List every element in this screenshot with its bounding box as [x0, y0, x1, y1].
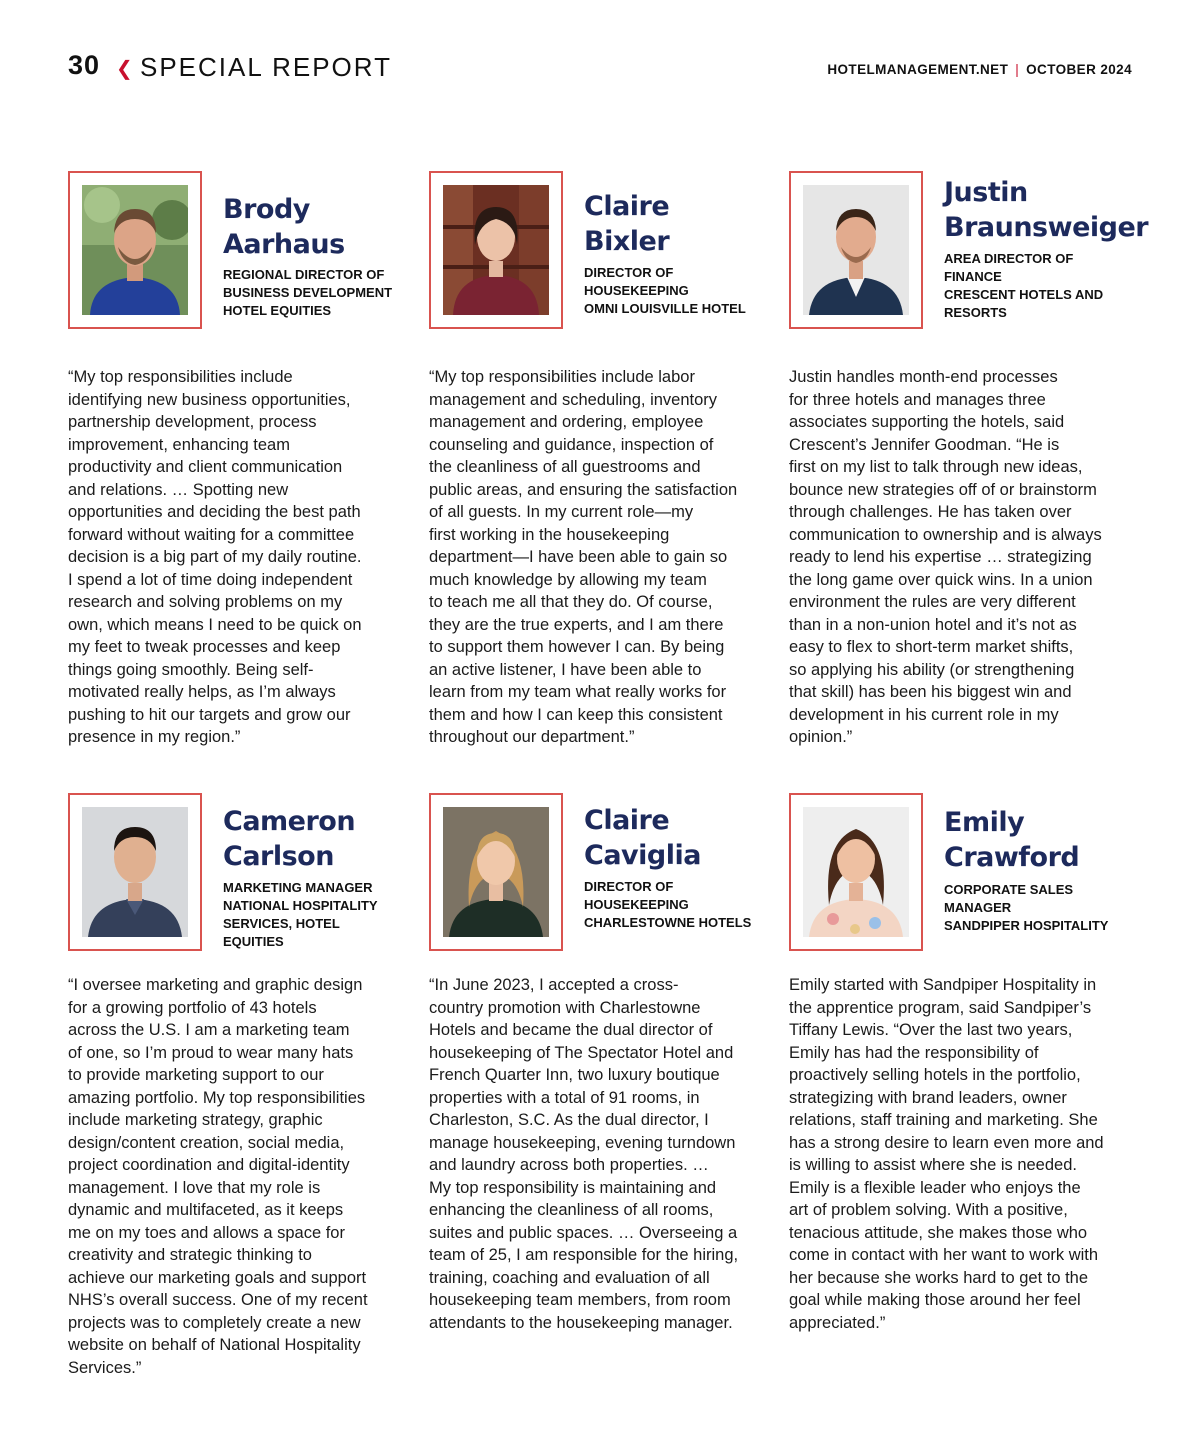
job-title: MARKETING MANAGER NATIONAL HOSPITALITY SERVICES, HOTEL EQUITIES [223, 880, 378, 949]
photo-frame [68, 793, 202, 951]
profile-body: “In June 2023, I accepted a cross- country promotion with Charlestowne Hotels and became the dual director of housekeeping of The Spectator Hotel and French Quarter Inn, two luxury boutique properties with a total of 91 rooms, in Charleston, S.C. As the dual director, I manage housekeeping, evening turndown and laundry across both properties. … My top responsibility is maintaining and enhancing the cleanliness of all rooms, suites and public spaces. … Overseeing a team of 25, I am responsible for the hiring, training, coaching and evaluation of all housekeeping team members, from room attendants to the housekeeping manager. [429, 976, 739, 1332]
profile-body: “My top responsibilities include identifying new business opportunities, partnership development, process improvement, enhancing team productivity and client communication and relations. … Spotting new opportunities and deciding the best path forward without waiting for a committee decision is a big part of my daily routine. I spend a lot of time doing independent research and solving problems on my own, which means I need to be quick on my feet to tweak processes and keep things going smoothly. Being self- motivated really helps, as I’m always pushing to hit our targets and grow our presence in my region.” [68, 368, 362, 746]
person-name: Claire Bixler [584, 191, 670, 257]
publication-info [827, 62, 1132, 77]
portrait-photo [82, 185, 188, 315]
person-name: Emily Crawford [944, 807, 1080, 873]
job-title: DIRECTOR OF HOUSEKEEPING OMNI LOUISVILLE HOTEL [584, 265, 746, 316]
photo-frame [429, 171, 563, 329]
job-title: DIRECTOR OF HOUSEKEEPING CHARLESTOWNE HOTELS [584, 879, 752, 930]
profile-body: “I oversee marketing and graphic design for a growing portfolio of 43 hotels across the U.S. I am a marketing team of one, so I’m proud to wear many hats to provide marketing support to our amazing portfolio. My top responsibilities include marketing strategy, graphic design/content creation, social media, project coordination and digital-identity management. I love that my role is dynamic and multifaceted, as it keeps me on my toes and allows a space for creativity and strategic thinking to achieve our marketing goals and support NHS’s overall success. One of my recent projects was to completely create a new website on behalf of National Hospitality Services.” [68, 976, 368, 1377]
profile-body: “My top responsibilities include labor management and scheduling, inventory management and ordering, employee counseling and guidance, inspection of the cleanliness of all guestrooms and public areas, and ensuring the satisfaction of all guests. In my current role—my first working in the housekeeping department—I have been able to gain so much knowledge by allowing my team to teach me all that they do. Of course, they are the true experts, and I am there to support them however I can. By being an active listener, I have been able to learn from my team what really works for them and how I can keep this consistent throughout our department.” [429, 368, 738, 746]
site-name: HOTELMANAGEMENT.NET [827, 62, 1009, 77]
portrait-photo [803, 185, 909, 315]
issue-date: OCTOBER 2024 [1026, 62, 1132, 77]
person-name: Claire Caviglia [584, 805, 701, 871]
profile-body: Justin handles month-end processes for three hotels and manages three associates supporting the hotels, said Crescent’s Jennifer Goodman. “He is first on my list to talk through new ideas, bounce new strategies off of or brainstorm through challenges. He has taken over communication to ownership and is always ready to lend his expertise … strategizing the long game over quick wins. In a union environment the rules are very different than in a non-union hotel and it’s not as easy to flex to short-term market shifts, so applying his ability (or strengthening that skill) has been his biggest win and development in his current role in my opinion.” [789, 368, 1102, 746]
person-name: Brody Aarhaus [223, 194, 345, 260]
chevron-left-icon: ❮ [116, 58, 133, 80]
separator: | [1015, 62, 1020, 77]
portrait-photo [443, 807, 549, 937]
job-title: REGIONAL DIRECTOR OF BUSINESS DEVELOPMENT HOTEL EQUITIES [223, 267, 393, 318]
section-title: SPECIAL REPORT [140, 52, 392, 82]
portrait-photo [803, 807, 909, 937]
job-title: AREA DIRECTOR OF FINANCE CRESCENT HOTELS AND RESORTS [944, 251, 1104, 320]
job-title: CORPORATE SALES MANAGER SANDPIPER HOSPITALITY [944, 882, 1109, 933]
person-name: Justin Braunsweiger [944, 177, 1149, 243]
person-name: Cameron Carlson [223, 806, 356, 872]
profile-body: Emily started with Sandpiper Hospitality in the apprentice program, said Sandpiper’s Tiffany Lewis. “Over the last two years, Emily has had the responsibility of proactively selling hotels in the portfolio, strategizing with brand leaders, owner relations, staff training and marketing. She has a strong desire to learn even more and is willing to assist where she is needed. Emily is a flexible leader who enjoys the art of problem solving. With a positive, tenacious attitude, she makes those who come in contact with her want to work with her because she works hard to get to the goal while making those around her feel appreciated.” [789, 976, 1104, 1332]
photo-frame [68, 171, 202, 329]
portrait-photo [82, 807, 188, 937]
portrait-photo [443, 185, 549, 315]
photo-frame [429, 793, 563, 951]
photo-frame [789, 793, 923, 951]
page-number: 30 [68, 50, 101, 80]
photo-frame [789, 171, 923, 329]
page-header [68, 50, 1132, 86]
